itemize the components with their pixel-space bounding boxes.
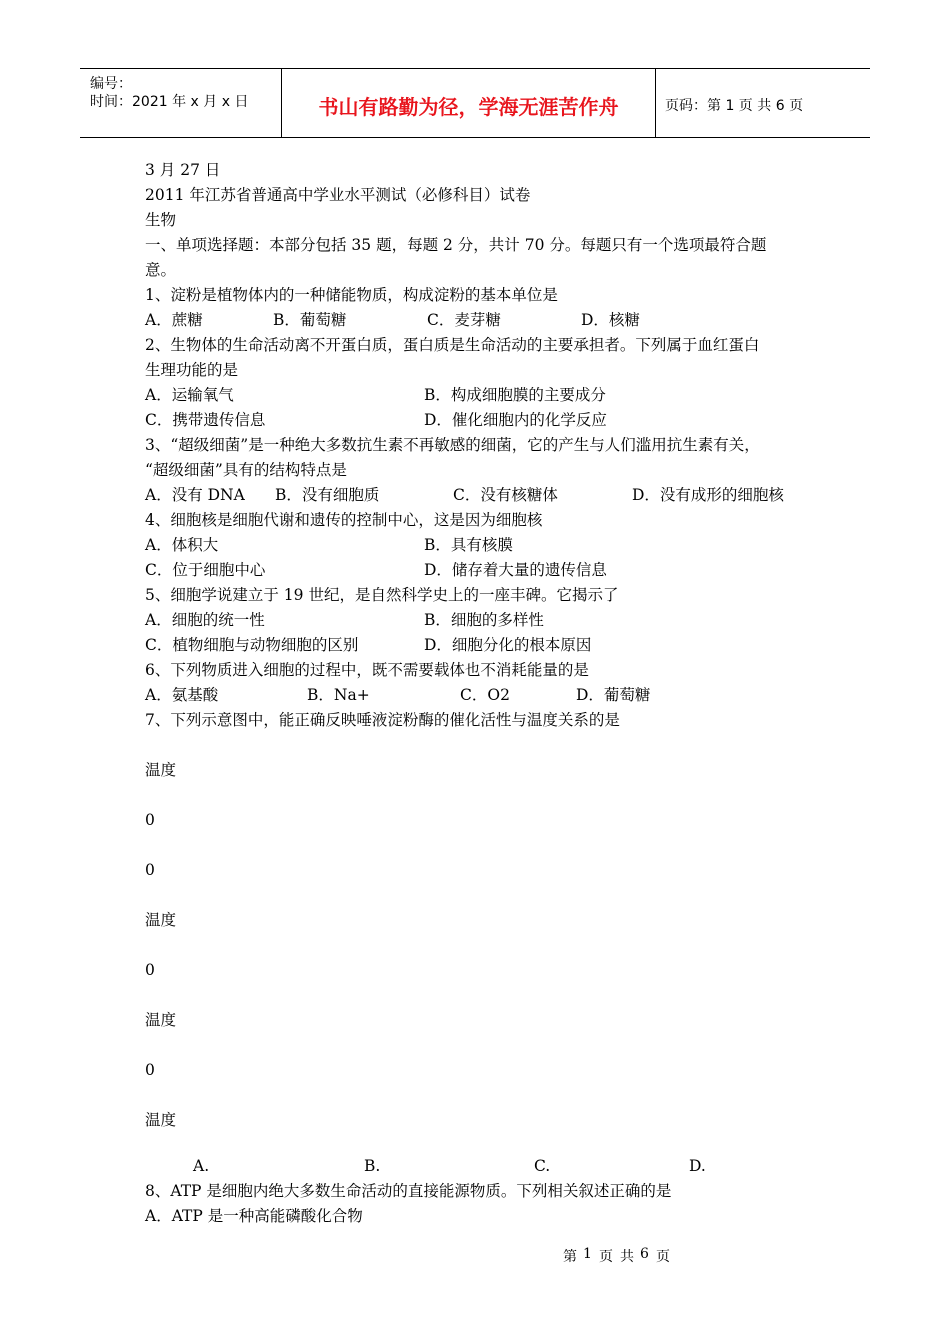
q6-option-a: A．氨基酸 <box>145 686 219 704</box>
q7-option-c: C. <box>534 1157 551 1175</box>
footer-page-number: 1 <box>583 1246 592 1262</box>
motto: 书山有路勤为径，学海无涯苦作舟 <box>318 95 619 119</box>
question-6-stem: 6、下列物质进入细胞的过程中，既不需要载体也不消耗能量的是 <box>145 661 589 679</box>
question-4-stem: 4、细胞核是细胞代谢和遗传的控制中心，这是因为细胞核 <box>145 511 543 529</box>
figure-label: 温度 <box>145 761 177 779</box>
figure-label: 0 <box>145 961 155 979</box>
q7-option-d: D. <box>689 1157 706 1175</box>
q2-option-d: D．催化细胞内的化学反应 <box>424 411 607 429</box>
page-info: 页码：第 1 页 共 6 页 <box>665 98 804 114</box>
footer-text: 页 <box>656 1249 670 1265</box>
header-right-cell <box>655 69 870 137</box>
q7-option-b: B. <box>364 1157 381 1175</box>
q5-option-a: A．细胞的统一性 <box>145 611 265 629</box>
header-left-cell <box>80 69 281 137</box>
doc-date: 3 月 27 日 <box>145 161 221 179</box>
q4-option-d: D．储存着大量的遗传信息 <box>424 561 607 579</box>
header-center-cell <box>281 69 656 137</box>
figure-label: 0 <box>145 1061 155 1079</box>
question-7-stem: 7、下列示意图中，能正确反映唾液淀粉酶的催化活性与温度关系的是 <box>145 711 620 729</box>
doc-title: 2011 年江苏省普通高中学业水平测试（必修科目）试卷 <box>145 186 531 204</box>
q6-option-c: C．O2 <box>460 686 510 704</box>
footer-text: 第 <box>563 1249 577 1265</box>
time-label: 时间：2021 年 x 月 x 日 <box>90 94 249 110</box>
figure-label: 温度 <box>145 1111 177 1129</box>
q1-option-d: D．核糖 <box>581 311 640 329</box>
section-heading: 一、单项选择题：本部分包括 35 题，每题 2 分，共计 70 分。每题只有一个选项最符合题 <box>145 236 767 254</box>
figure-label: 0 <box>145 861 155 879</box>
q3-option-b: B．没有细胞质 <box>275 486 380 504</box>
footer-text: 共 <box>620 1249 634 1265</box>
q5-option-b: B．细胞的多样性 <box>424 611 544 629</box>
q6-option-b: B．Na+ <box>307 686 370 704</box>
q4-option-a: A．体积大 <box>145 536 219 554</box>
q2-option-a: A．运输氧气 <box>145 386 234 404</box>
question-1-stem: 1、淀粉是植物体内的一种储能物质，构成淀粉的基本单位是 <box>145 286 558 304</box>
question-8-stem: 8、ATP 是细胞内绝大多数生命活动的直接能源物质。下列相关叙述正确的是 <box>145 1182 672 1200</box>
question-2-stem: 2、生物体的生命活动离不开蛋白质，蛋白质是生命活动的主要承担者。下列属于血红蛋白 <box>145 336 760 354</box>
q1-option-a: A．蔗糖 <box>145 311 203 329</box>
figure-label: 0 <box>145 811 155 829</box>
footer-page-total: 6 <box>640 1246 649 1262</box>
question-3-stem: 3、“超级细菌”是一种绝大多数抗生素不再敏感的细菌，它的产生与人们滥用抗生素有关， <box>145 436 760 454</box>
question-3-stem-cont: “超级细菌”具有的结构特点是 <box>145 461 347 479</box>
question-2-stem-cont: 生理功能的是 <box>145 361 239 379</box>
q1-option-c: C．麦芽糖 <box>427 311 501 329</box>
page-header <box>80 68 870 138</box>
q3-option-a: A．没有 DNA <box>145 486 245 504</box>
q4-option-c: C．位于细胞中心 <box>145 561 266 579</box>
q4-option-b: B．具有核膜 <box>424 536 513 554</box>
figure-label: 温度 <box>145 1011 177 1029</box>
q5-option-d: D．细胞分化的根本原因 <box>424 636 592 654</box>
doc-subject: 生物 <box>145 211 177 229</box>
q7-option-a: A. <box>193 1157 210 1175</box>
figure-label: 温度 <box>145 911 177 929</box>
serial-label: 编号： <box>90 76 132 92</box>
footer-text: 页 <box>599 1249 613 1265</box>
q6-option-d: D．葡萄糖 <box>576 686 651 704</box>
section-heading-cont: 意。 <box>145 261 177 279</box>
q5-option-c: C．植物细胞与动物细胞的区别 <box>145 636 359 654</box>
q2-option-c: C．携带遗传信息 <box>145 411 266 429</box>
q1-option-b: B．葡萄糖 <box>273 311 347 329</box>
q3-option-d: D．没有成形的细胞核 <box>632 486 784 504</box>
q2-option-b: B．构成细胞膜的主要成分 <box>424 386 606 404</box>
q3-option-c: C．没有核糖体 <box>453 486 558 504</box>
q8-option-a: A．ATP 是一种高能磷酸化合物 <box>145 1207 363 1225</box>
question-5-stem: 5、细胞学说建立于 19 世纪，是自然科学史上的一座丰碑。它揭示了 <box>145 586 619 604</box>
